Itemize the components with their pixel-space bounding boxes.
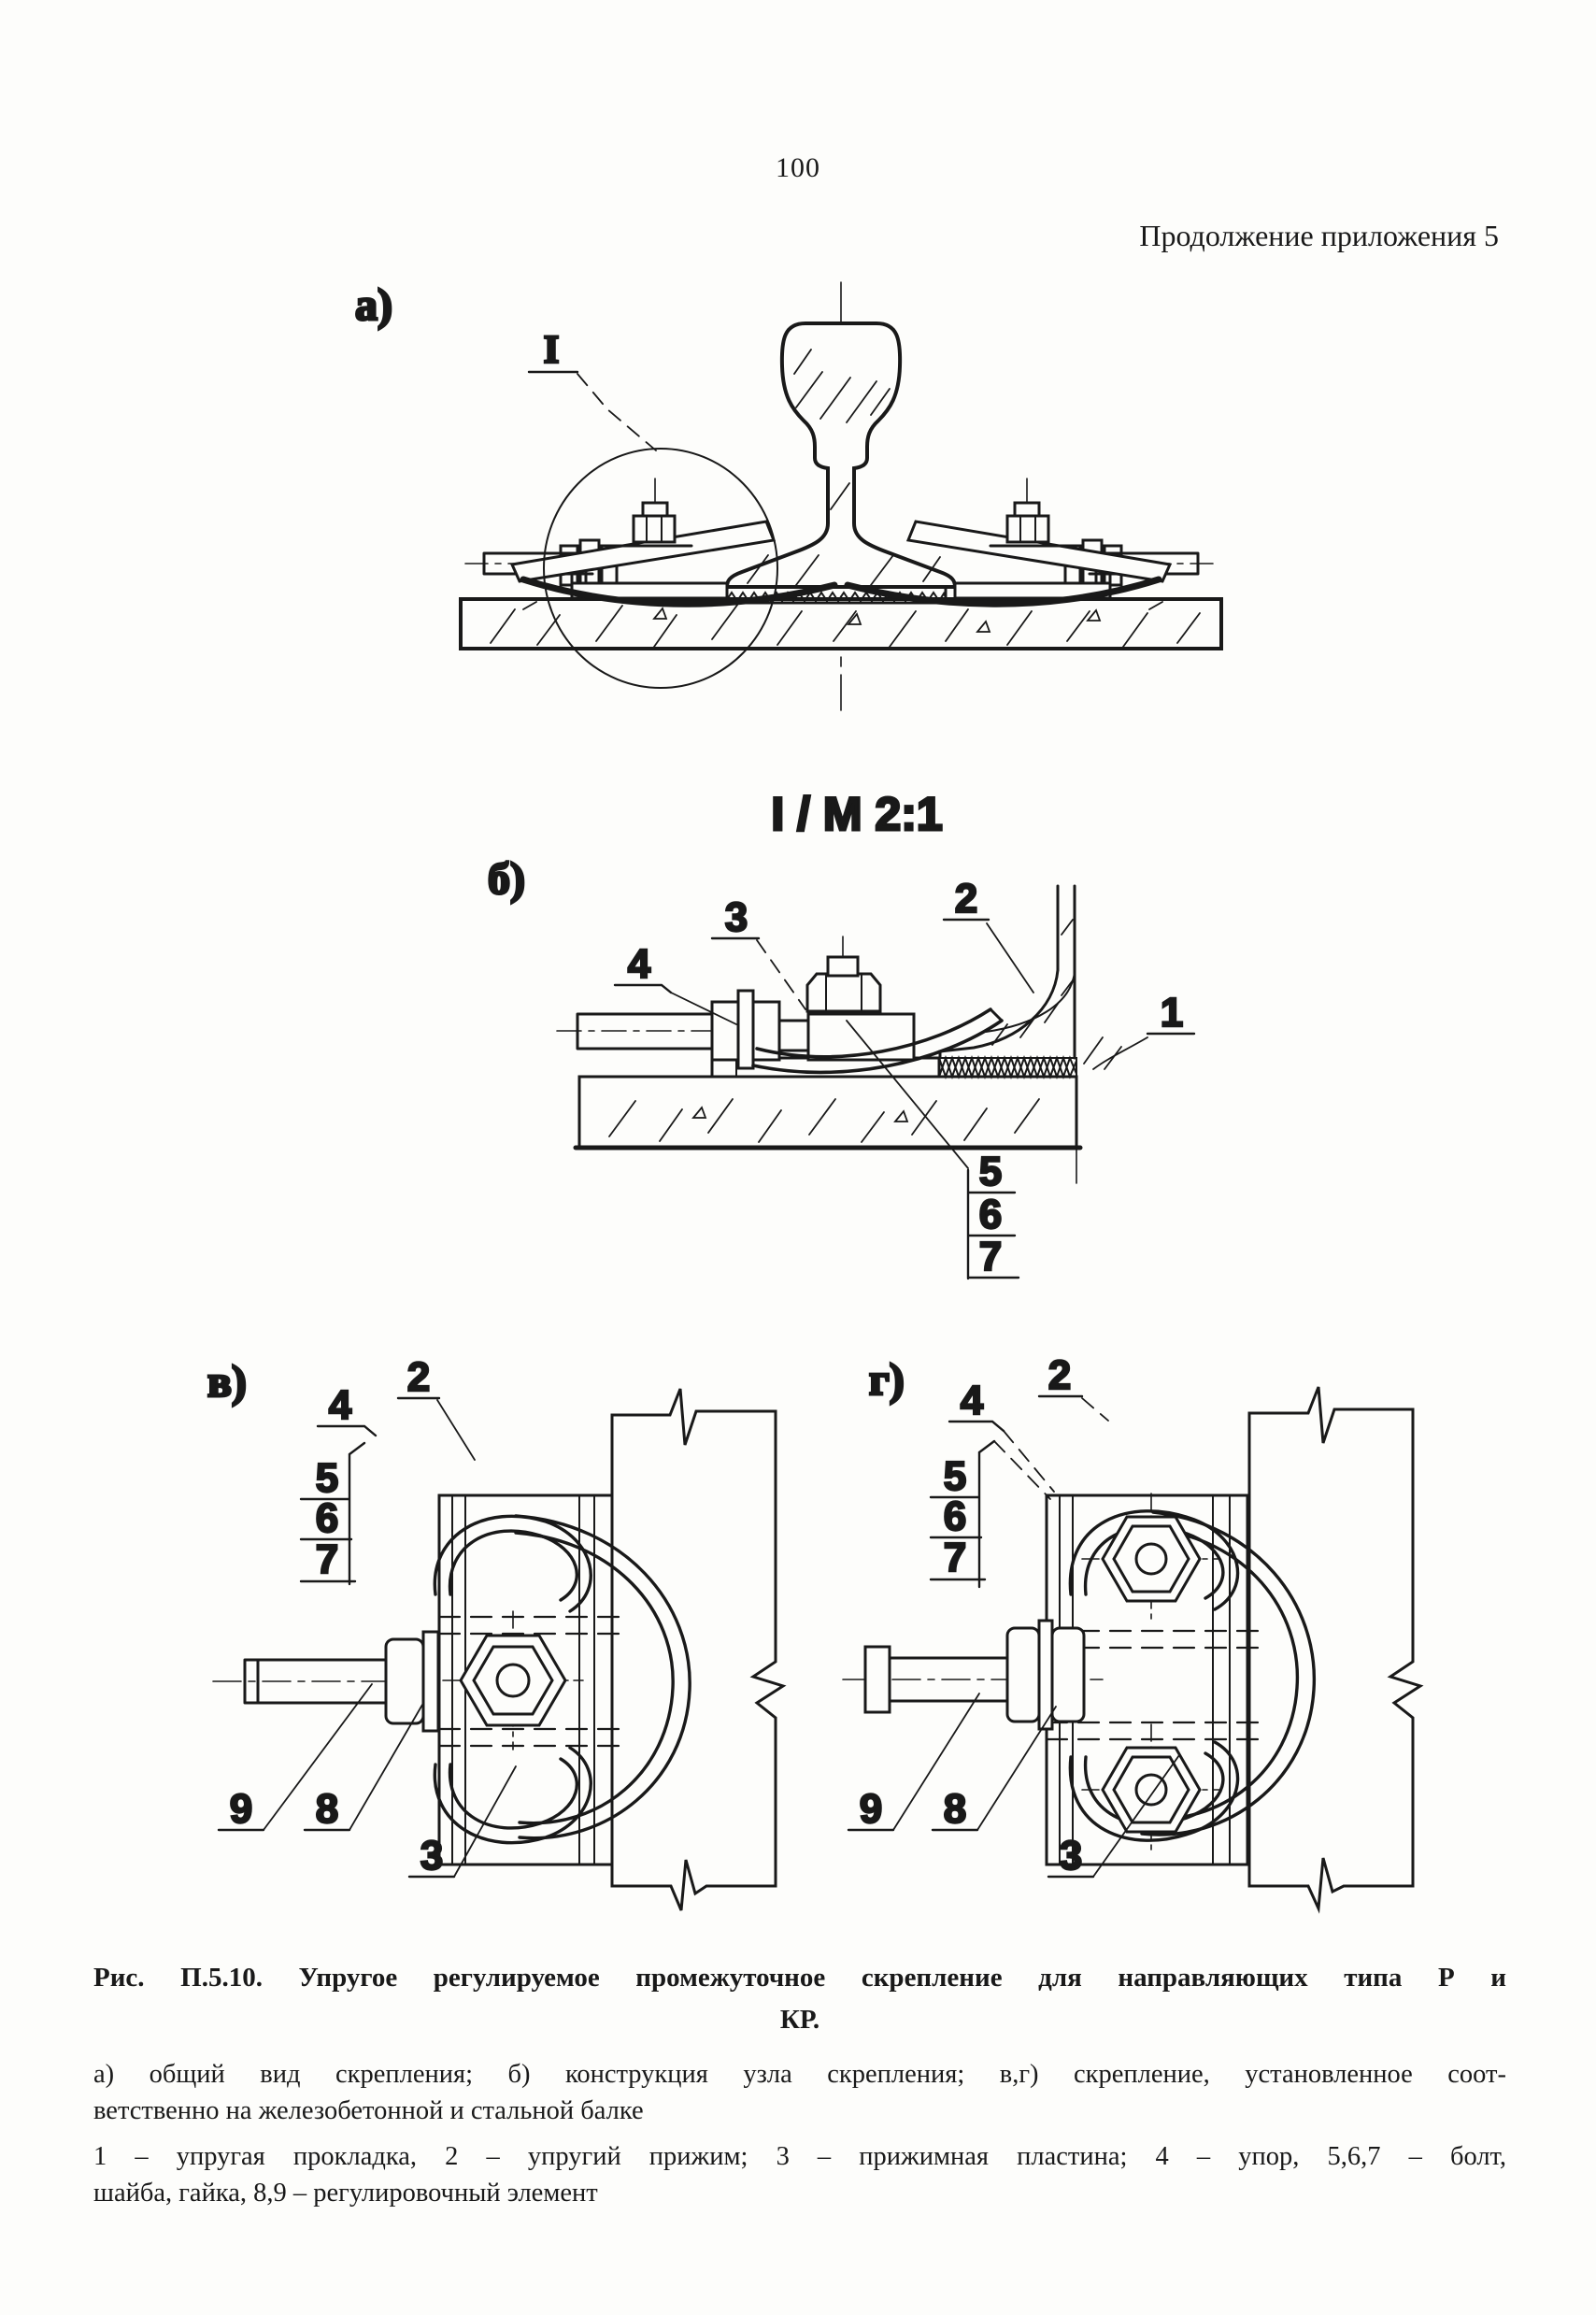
page-number: 100 <box>776 152 820 183</box>
callout-9: 9 <box>859 1786 883 1832</box>
caption-subtitle-line1: а) общий вид скрепления; б) конструкция узла скрепления; в,г) скрепление, установленное соот- <box>93 2060 1506 2089</box>
callout-5: 5 <box>978 1149 1003 1194</box>
callout-3: 3 <box>724 894 748 940</box>
callout-7: 7 <box>315 1536 339 1582</box>
concrete-base <box>461 599 1221 649</box>
view-g-steel-beam <box>843 1352 1420 1908</box>
callout-6: 6 <box>978 1192 1003 1237</box>
view-b-detail <box>488 788 1194 1279</box>
callout-8: 8 <box>943 1786 967 1832</box>
view-g-label: г) <box>869 1355 905 1405</box>
view-a-label: а) <box>355 280 392 330</box>
caption-title-line2: КР. <box>779 2005 820 2035</box>
callout-8: 8 <box>315 1786 339 1832</box>
left-clamp-assembly <box>465 503 834 604</box>
concrete-base <box>576 1077 1080 1183</box>
caption-subtitle-line2: ветственно на железобетонной и стальной балке <box>93 2096 644 2125</box>
detail-mark-letter: I <box>543 329 560 372</box>
callout-2: 2 <box>406 1354 431 1400</box>
callout-2: 2 <box>954 876 978 922</box>
adjusting-bolt <box>843 1621 1103 1729</box>
legend-line2: шайба, гайка, 8,9 – регулировочный элемент <box>93 2179 598 2208</box>
caption-title-line1: Рис. П.5.10. Упругое регулируемое промежуточное скрепление для направляющих типа Р и <box>93 1963 1506 1993</box>
stop-block <box>807 957 914 1060</box>
figure-caption-title <box>93 1957 1506 2041</box>
adjusting-bolt <box>213 1632 438 1731</box>
right-clamp-assembly <box>848 503 1217 604</box>
beam <box>612 1389 783 1910</box>
view-v-label: в) <box>207 1357 247 1407</box>
callout-1: 1 <box>1160 990 1184 1036</box>
view-v-concrete-beam <box>207 1354 783 1910</box>
beam <box>1249 1387 1420 1908</box>
callout-7: 7 <box>943 1535 967 1580</box>
callout-4: 4 <box>328 1382 352 1428</box>
detail-mark <box>529 329 656 450</box>
callout-3: 3 <box>420 1833 444 1879</box>
elastic-pad <box>939 1058 1076 1077</box>
callout-6: 6 <box>943 1493 967 1539</box>
callout-5: 5 <box>315 1455 339 1501</box>
view-a-general <box>355 280 1221 710</box>
callout-5: 5 <box>943 1453 967 1499</box>
figure-legend <box>93 2138 1506 2211</box>
rail-cross-section <box>727 323 955 587</box>
callout-7: 7 <box>978 1234 1003 1279</box>
horizontal-bolt <box>557 991 808 1068</box>
legend-line1: 1 – упругая прокладка, 2 – упругий прижим; 3 – прижимная пластина; 4 – упор, 5,6,7 – болт, <box>93 2142 1506 2171</box>
header-continuation: Продолжение приложения 5 <box>1139 219 1499 252</box>
callout-4: 4 <box>960 1378 984 1423</box>
figure-caption-subtitle <box>93 2056 1506 2129</box>
scale-label: I / М 2:1 <box>771 788 943 840</box>
callout-4: 4 <box>627 941 651 987</box>
callout-3: 3 <box>1059 1833 1083 1879</box>
callout-9: 9 <box>229 1786 253 1832</box>
view-b-label: б) <box>488 854 525 904</box>
callout-2: 2 <box>1047 1352 1072 1398</box>
callout-6: 6 <box>315 1495 339 1541</box>
